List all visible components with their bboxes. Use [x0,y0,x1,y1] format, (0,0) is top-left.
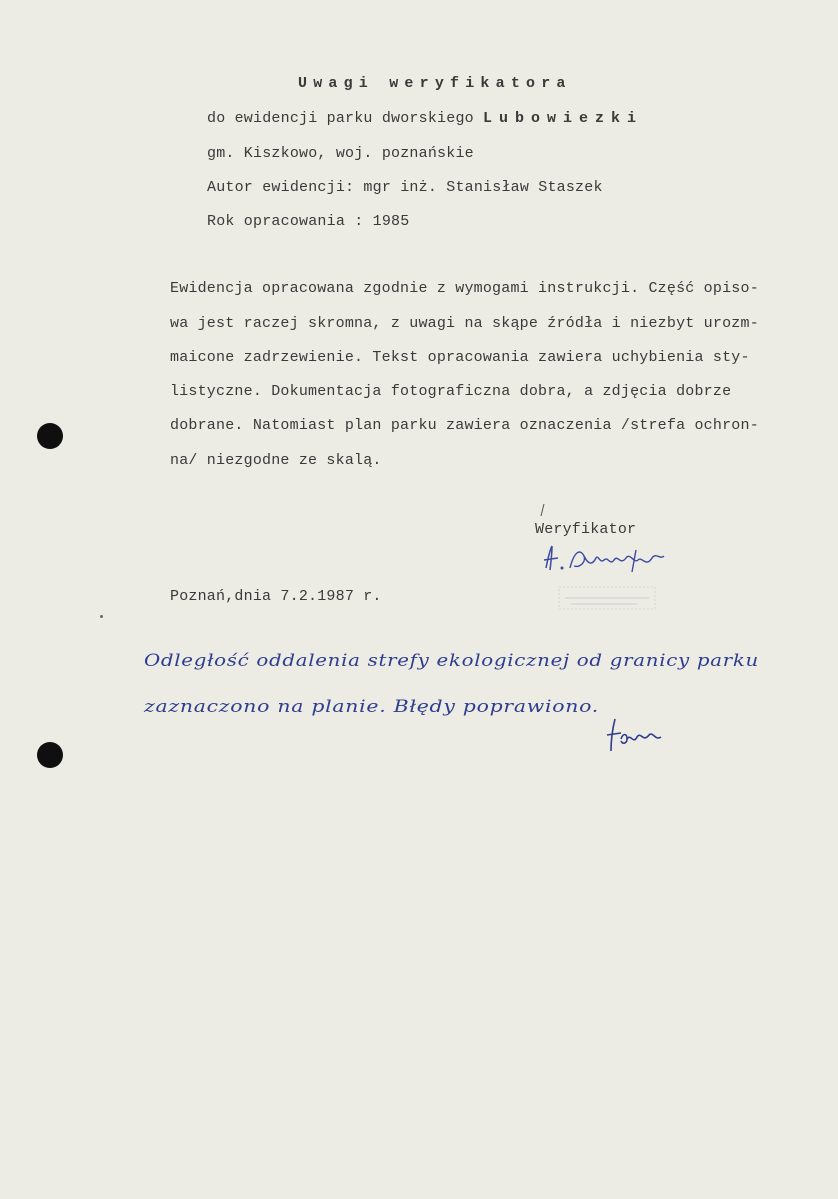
header-line-park-prefix: do ewidencji parku dworskiego [207,110,484,127]
body-text-line: dobrane. Natomiast plan parku zawiera oznaczenia /strefa ochron- [170,417,759,434]
faint-stamp [557,583,657,613]
handwritten-note-line-1 [140,640,780,680]
verifier-signature [540,538,680,578]
handwritten-note-text: zaznaczono na planie. Błędy poprawiono. [142,697,599,717]
punch-hole-top [37,423,63,449]
verifier-label: Weryfikator [535,521,637,538]
body-text-line: Ewidencja opracowana zgodnie z wymogami instrukcji. Część opiso- [170,280,759,297]
handwritten-note-text: Odległość oddalenia strefy ekologicznej od granicy parku [144,651,759,671]
stray-pen-mark [538,503,546,517]
header-line-park [207,111,643,126]
header-line-park-place: Lubowiezki [483,110,644,127]
body-text-line: wa jest raczej skromna, z uwagi na skąpe źródła i niezbyt urozm- [170,315,759,332]
header-line-location: gm. Kiszkowo, woj. poznańskie [207,145,474,162]
header-line-author: Autor ewidencji: mgr inż. Stanisław Staszek [207,179,603,196]
header-line-year: Rok opracowania : 1985 [207,213,410,230]
punch-hole-bottom [37,742,63,768]
document-title: Uwagi weryfikatora [298,75,572,92]
body-text-line: na/ niezgodne ze skalą. [170,452,382,469]
date-line: Poznań,dnia 7.2.1987 r. [170,588,382,605]
stray-dot [100,615,103,618]
body-text-line: maicone zadrzewienie. Tekst opracowania zawiera uchybienia sty- [170,349,750,366]
handwritten-paraph [605,715,665,755]
body-text-line: listyczne. Dokumentacja fotograficzna dobra, a zdjęcia dobrze [170,383,732,400]
handwritten-note-line-2 [140,688,780,728]
